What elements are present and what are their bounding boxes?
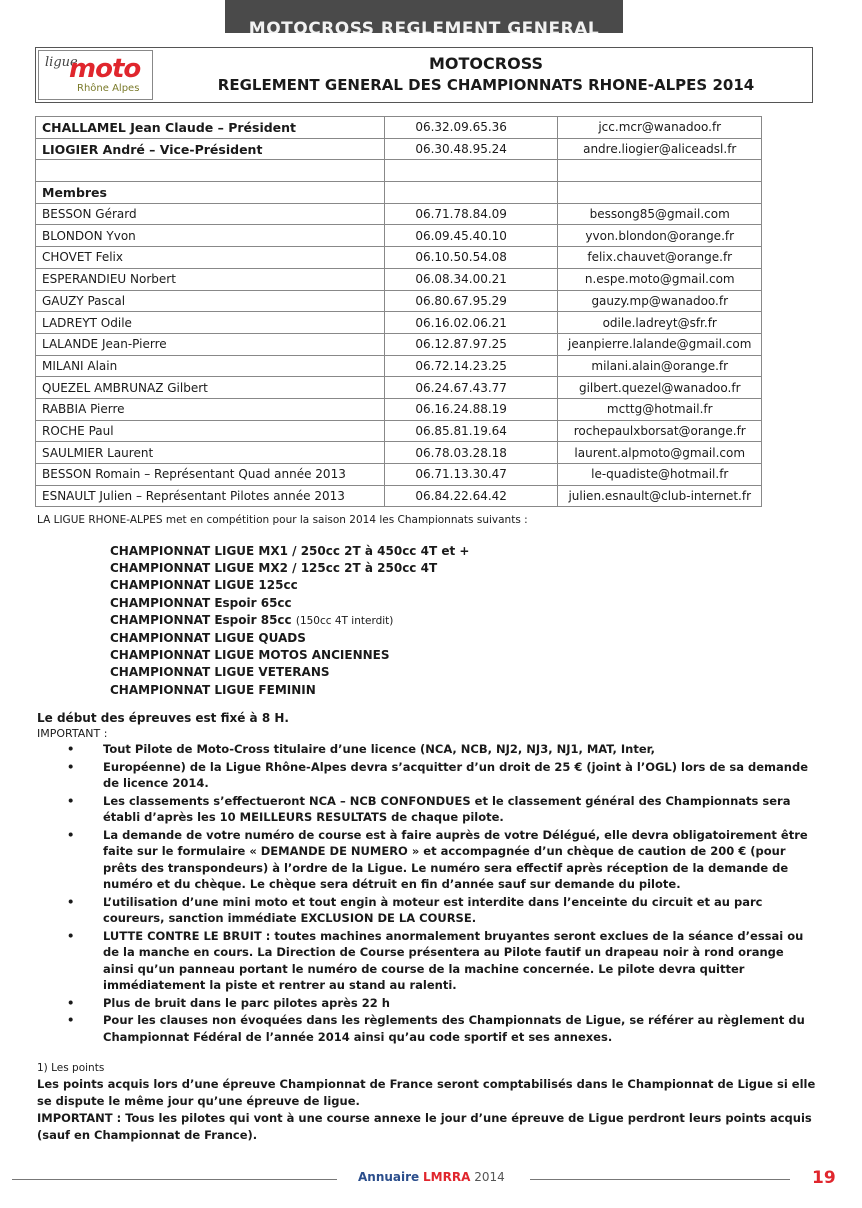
- member-phone: 06.30.48.95.24: [385, 138, 558, 160]
- rule-item: [37, 894, 817, 927]
- footer-rule-right: [530, 1179, 790, 1180]
- member-phone: 06.08.34.00.21: [385, 268, 558, 290]
- bullet-icon: •: [67, 995, 75, 1010]
- rule-item: [37, 1012, 817, 1045]
- championship-note: (150cc 4T interdit): [295, 614, 394, 627]
- table-row: [36, 247, 762, 269]
- table-row: [36, 138, 762, 160]
- ligue-moto-logo: [38, 50, 153, 100]
- championship-name: CHAMPIONNAT Espoir 65cc: [110, 595, 292, 610]
- member-email: jcc.mcr@wanadoo.fr: [558, 117, 762, 139]
- championship-item: [110, 682, 469, 699]
- member-email: laurent.alpmoto@gmail.com: [558, 442, 762, 464]
- member-phone: 06.09.45.40.10: [385, 225, 558, 247]
- bullet-icon: •: [67, 742, 75, 756]
- document-header: [35, 47, 813, 103]
- member-email: mcttg@hotmail.fr: [558, 398, 762, 420]
- table-row: [36, 377, 762, 399]
- member-email: gilbert.quezel@wanadoo.fr: [558, 377, 762, 399]
- member-name: LIOGIER André – Vice-Président: [36, 138, 385, 160]
- member-name: SAULMIER Laurent: [36, 442, 385, 464]
- member-phone: 06.32.09.65.36: [385, 117, 558, 139]
- rule-item: [37, 759, 817, 792]
- member-email: milani.alain@orange.fr: [558, 355, 762, 377]
- member-email: andre.liogier@aliceadsl.fr: [558, 138, 762, 160]
- member-phone: 06.12.87.97.25: [385, 333, 558, 355]
- championship-item: [110, 664, 469, 681]
- member-email: odile.ladreyt@sfr.fr: [558, 312, 762, 334]
- table-row: [36, 268, 762, 290]
- page-number: 19: [812, 1168, 836, 1188]
- table-row: [36, 442, 762, 464]
- table-row: [36, 464, 762, 486]
- member-name: BLONDON Yvon: [36, 225, 385, 247]
- member-name: BESSON Romain – Représentant Quad année 2013: [36, 464, 385, 486]
- member-phone: 06.85.81.19.64: [385, 420, 558, 442]
- start-time-note: Le début des épreuves est fixé à 8 H.: [37, 711, 289, 725]
- section-banner: [225, 0, 623, 33]
- bullet-icon: •: [67, 827, 75, 842]
- member-name: CHALLAMEL Jean Claude – Président: [36, 117, 385, 139]
- member-name: ESNAULT Julien – Représentant Pilotes année 2013: [36, 485, 385, 507]
- rule-text: Européenne) de la Ligue Rhône-Alpes devra s’acquitter d’un droit de 25 € (joint à l’OGL) lors de sa demande de licence 2014.: [103, 759, 808, 790]
- rule-item: [37, 793, 817, 826]
- member-phone: 06.71.13.30.47: [385, 464, 558, 486]
- table-row: [36, 398, 762, 420]
- member-name: BESSON Gérard: [36, 203, 385, 225]
- championship-item: [110, 543, 469, 560]
- bullet-icon: •: [67, 928, 75, 943]
- member-name: [36, 160, 385, 182]
- logo-moto-text: moto: [69, 54, 141, 84]
- member-email: felix.chauvet@orange.fr: [558, 247, 762, 269]
- rule-text: Les classements s’effectueront NCA – NCB CONFONDUES et le classement général des Championnats sera établi d’après les 10 MEILLEURS RESULTATS de chaque pilote.: [103, 793, 791, 824]
- document-subtitle: REGLEMENT GENERAL DES CHAMPIONNATS RHONE-ALPES 2014: [217, 76, 755, 94]
- important-label: IMPORTANT :: [37, 727, 108, 740]
- member-name: ROCHE Paul: [36, 420, 385, 442]
- points-heading: 1) Les points: [37, 1062, 105, 1074]
- member-phone: [385, 182, 558, 204]
- championship-item: [110, 595, 469, 612]
- rule-text: L’utilisation d’une mini moto et tout engin à moteur est interdite dans l’enceinte du circuit et au parc coureurs, sanction immédiate EXCLUSION DE LA COURSE.: [103, 894, 763, 925]
- member-name: LALANDE Jean-Pierre: [36, 333, 385, 355]
- table-row: [36, 160, 762, 182]
- member-name: MILANI Alain: [36, 355, 385, 377]
- championship-item: [110, 577, 469, 594]
- member-email: bessong85@gmail.com: [558, 203, 762, 225]
- member-email: le-quadiste@hotmail.fr: [558, 464, 762, 486]
- table-row: [36, 225, 762, 247]
- member-phone: 06.72.14.23.25: [385, 355, 558, 377]
- member-phone: 06.78.03.28.18: [385, 442, 558, 464]
- points-section: [37, 1076, 822, 1144]
- championship-name: CHAMPIONNAT LIGUE MOTOS ANCIENNES: [110, 648, 390, 663]
- bullet-icon: •: [67, 1013, 75, 1027]
- footer-annuaire-word: Annuaire: [358, 1170, 420, 1184]
- member-email: rochepaulxborsat@orange.fr: [558, 420, 762, 442]
- member-email: gauzy.mp@wanadoo.fr: [558, 290, 762, 312]
- championship-name: CHAMPIONNAT Espoir 85cc: [110, 612, 292, 627]
- table-row: [36, 182, 762, 204]
- member-email: [558, 182, 762, 204]
- championship-name: CHAMPIONNAT LIGUE QUADS: [110, 631, 306, 646]
- championship-item: [110, 560, 469, 577]
- championship-name: CHAMPIONNAT LIGUE 125cc: [110, 578, 298, 593]
- member-email: [558, 160, 762, 182]
- member-phone: [385, 160, 558, 182]
- member-phone: 06.10.50.54.08: [385, 247, 558, 269]
- rule-text: Tout Pilote de Moto-Cross titulaire d’une licence (NCA, NCB, NJ2, NJ3, NJ1, MAT, Inter,: [103, 742, 655, 756]
- championship-name: CHAMPIONNAT LIGUE VETERANS: [110, 665, 330, 680]
- member-name: RABBIA Pierre: [36, 398, 385, 420]
- member-email: jeanpierre.lalande@gmail.com: [558, 333, 762, 355]
- footer-year: 2014: [474, 1170, 505, 1184]
- championship-name: CHAMPIONNAT LIGUE MX2 / 125cc 2T à 250cc 4T: [110, 561, 438, 576]
- member-name: GAUZY Pascal: [36, 290, 385, 312]
- member-name: CHOVET Felix: [36, 247, 385, 269]
- member-phone: 06.24.67.43.77: [385, 377, 558, 399]
- member-name: ESPERANDIEU Norbert: [36, 268, 385, 290]
- table-row: [36, 355, 762, 377]
- rule-text: Plus de bruit dans le parc pilotes après 22 h: [103, 995, 390, 1010]
- member-email: julien.esnault@club-internet.fr: [558, 485, 762, 507]
- rule-text: La demande de votre numéro de course est à faire auprès de votre Délégué, elle devra obligatoirement être faite sur le formulaire « DEMANDE DE NUMERO » et accompagnée d’un chèque de caution de 200 € (pour prêts des transpondeurs) à l’ordre de la Ligue. Le numéro sera effectif après réception de la demande de numéro et du chèque. Le chèque sera détruit en fin d’année sauf sur demande du pilote.: [103, 827, 808, 891]
- bullet-icon: •: [67, 759, 75, 774]
- member-phone: 06.80.67.95.29: [385, 290, 558, 312]
- championship-item: [110, 647, 469, 664]
- points-paragraph-2: IMPORTANT : Tous les pilotes qui vont à une course annexe le jour d’une épreuve de Ligue perdront leurs points acquis (sauf en Championnat de France).: [37, 1111, 812, 1142]
- bullet-icon: •: [67, 894, 75, 909]
- intro-text: LA LIGUE RHONE-ALPES met en compétition pour la saison 2014 les Championnats suivants :: [37, 514, 528, 526]
- table-row: [36, 203, 762, 225]
- footer-rule-left: [12, 1179, 337, 1180]
- championship-item: [110, 612, 469, 630]
- rules-list: [37, 741, 817, 1046]
- rule-item: [37, 928, 817, 994]
- championship-name: CHAMPIONNAT LIGUE MX1 / 250cc 2T à 450cc 4T et +: [110, 544, 470, 558]
- member-email: yvon.blondon@orange.fr: [558, 225, 762, 247]
- footer-lmrra: LMRRA: [423, 1170, 471, 1184]
- banner-text: MOTOCROSS REGLEMENT GENERAL: [248, 19, 600, 33]
- table-row: [36, 312, 762, 334]
- table-row: [36, 290, 762, 312]
- championship-name: CHAMPIONNAT LIGUE FEMININ: [110, 682, 316, 697]
- document-title: MOTOCROSS: [428, 54, 544, 73]
- championship-item: [110, 630, 469, 647]
- committee-table: [35, 116, 762, 507]
- points-paragraph-1: Les points acquis lors d’une épreuve Championnat de France seront comptabilisés dans le Championnat de Ligue si elle se dispute le même jour qu’une épreuve de ligue.: [37, 1077, 816, 1108]
- table-row: [36, 117, 762, 139]
- member-name: LADREYT Odile: [36, 312, 385, 334]
- table-row: [36, 333, 762, 355]
- member-phone: 06.71.78.84.09: [385, 203, 558, 225]
- rule-item: [37, 741, 817, 758]
- table-row: [36, 485, 762, 507]
- member-phone: 06.16.02.06.21: [385, 312, 558, 334]
- championships-list: [110, 543, 469, 699]
- member-phone: 06.84.22.64.42: [385, 485, 558, 507]
- members-label: Membres: [36, 182, 385, 204]
- member-phone: 06.16.24.88.19: [385, 398, 558, 420]
- rule-item: [37, 995, 817, 1012]
- rule-item: [37, 827, 817, 893]
- member-name: QUEZEL AMBRUNAZ Gilbert: [36, 377, 385, 399]
- logo-ligue-text: ligue: [45, 55, 78, 70]
- logo-region-text: Rhône Alpes: [77, 83, 140, 94]
- rule-text: Pour les clauses non évoquées dans les règlements des Championnats de Ligue, se référer au règlement du Championnat Fédéral de l’année 2014 ainsi qu’au code sportif et ses annexes.: [103, 1013, 805, 1044]
- bullet-icon: •: [67, 793, 75, 808]
- footer-annuaire: [358, 1170, 505, 1184]
- member-email: n.espe.moto@gmail.com: [558, 268, 762, 290]
- table-row: [36, 420, 762, 442]
- rule-text: LUTTE CONTRE LE BRUIT : toutes machines anormalement bruyantes seront exclues de la séance d’essai ou de la manche en cours. La Direction de Course présentera au Pilote fautif un drapeau noir à rond orange ainsi qu’un panneau portant le numéro de course de la machine concernée. Le pilote devra quitter immédiatement la piste et rentrer au stand au ralenti.: [103, 928, 804, 992]
